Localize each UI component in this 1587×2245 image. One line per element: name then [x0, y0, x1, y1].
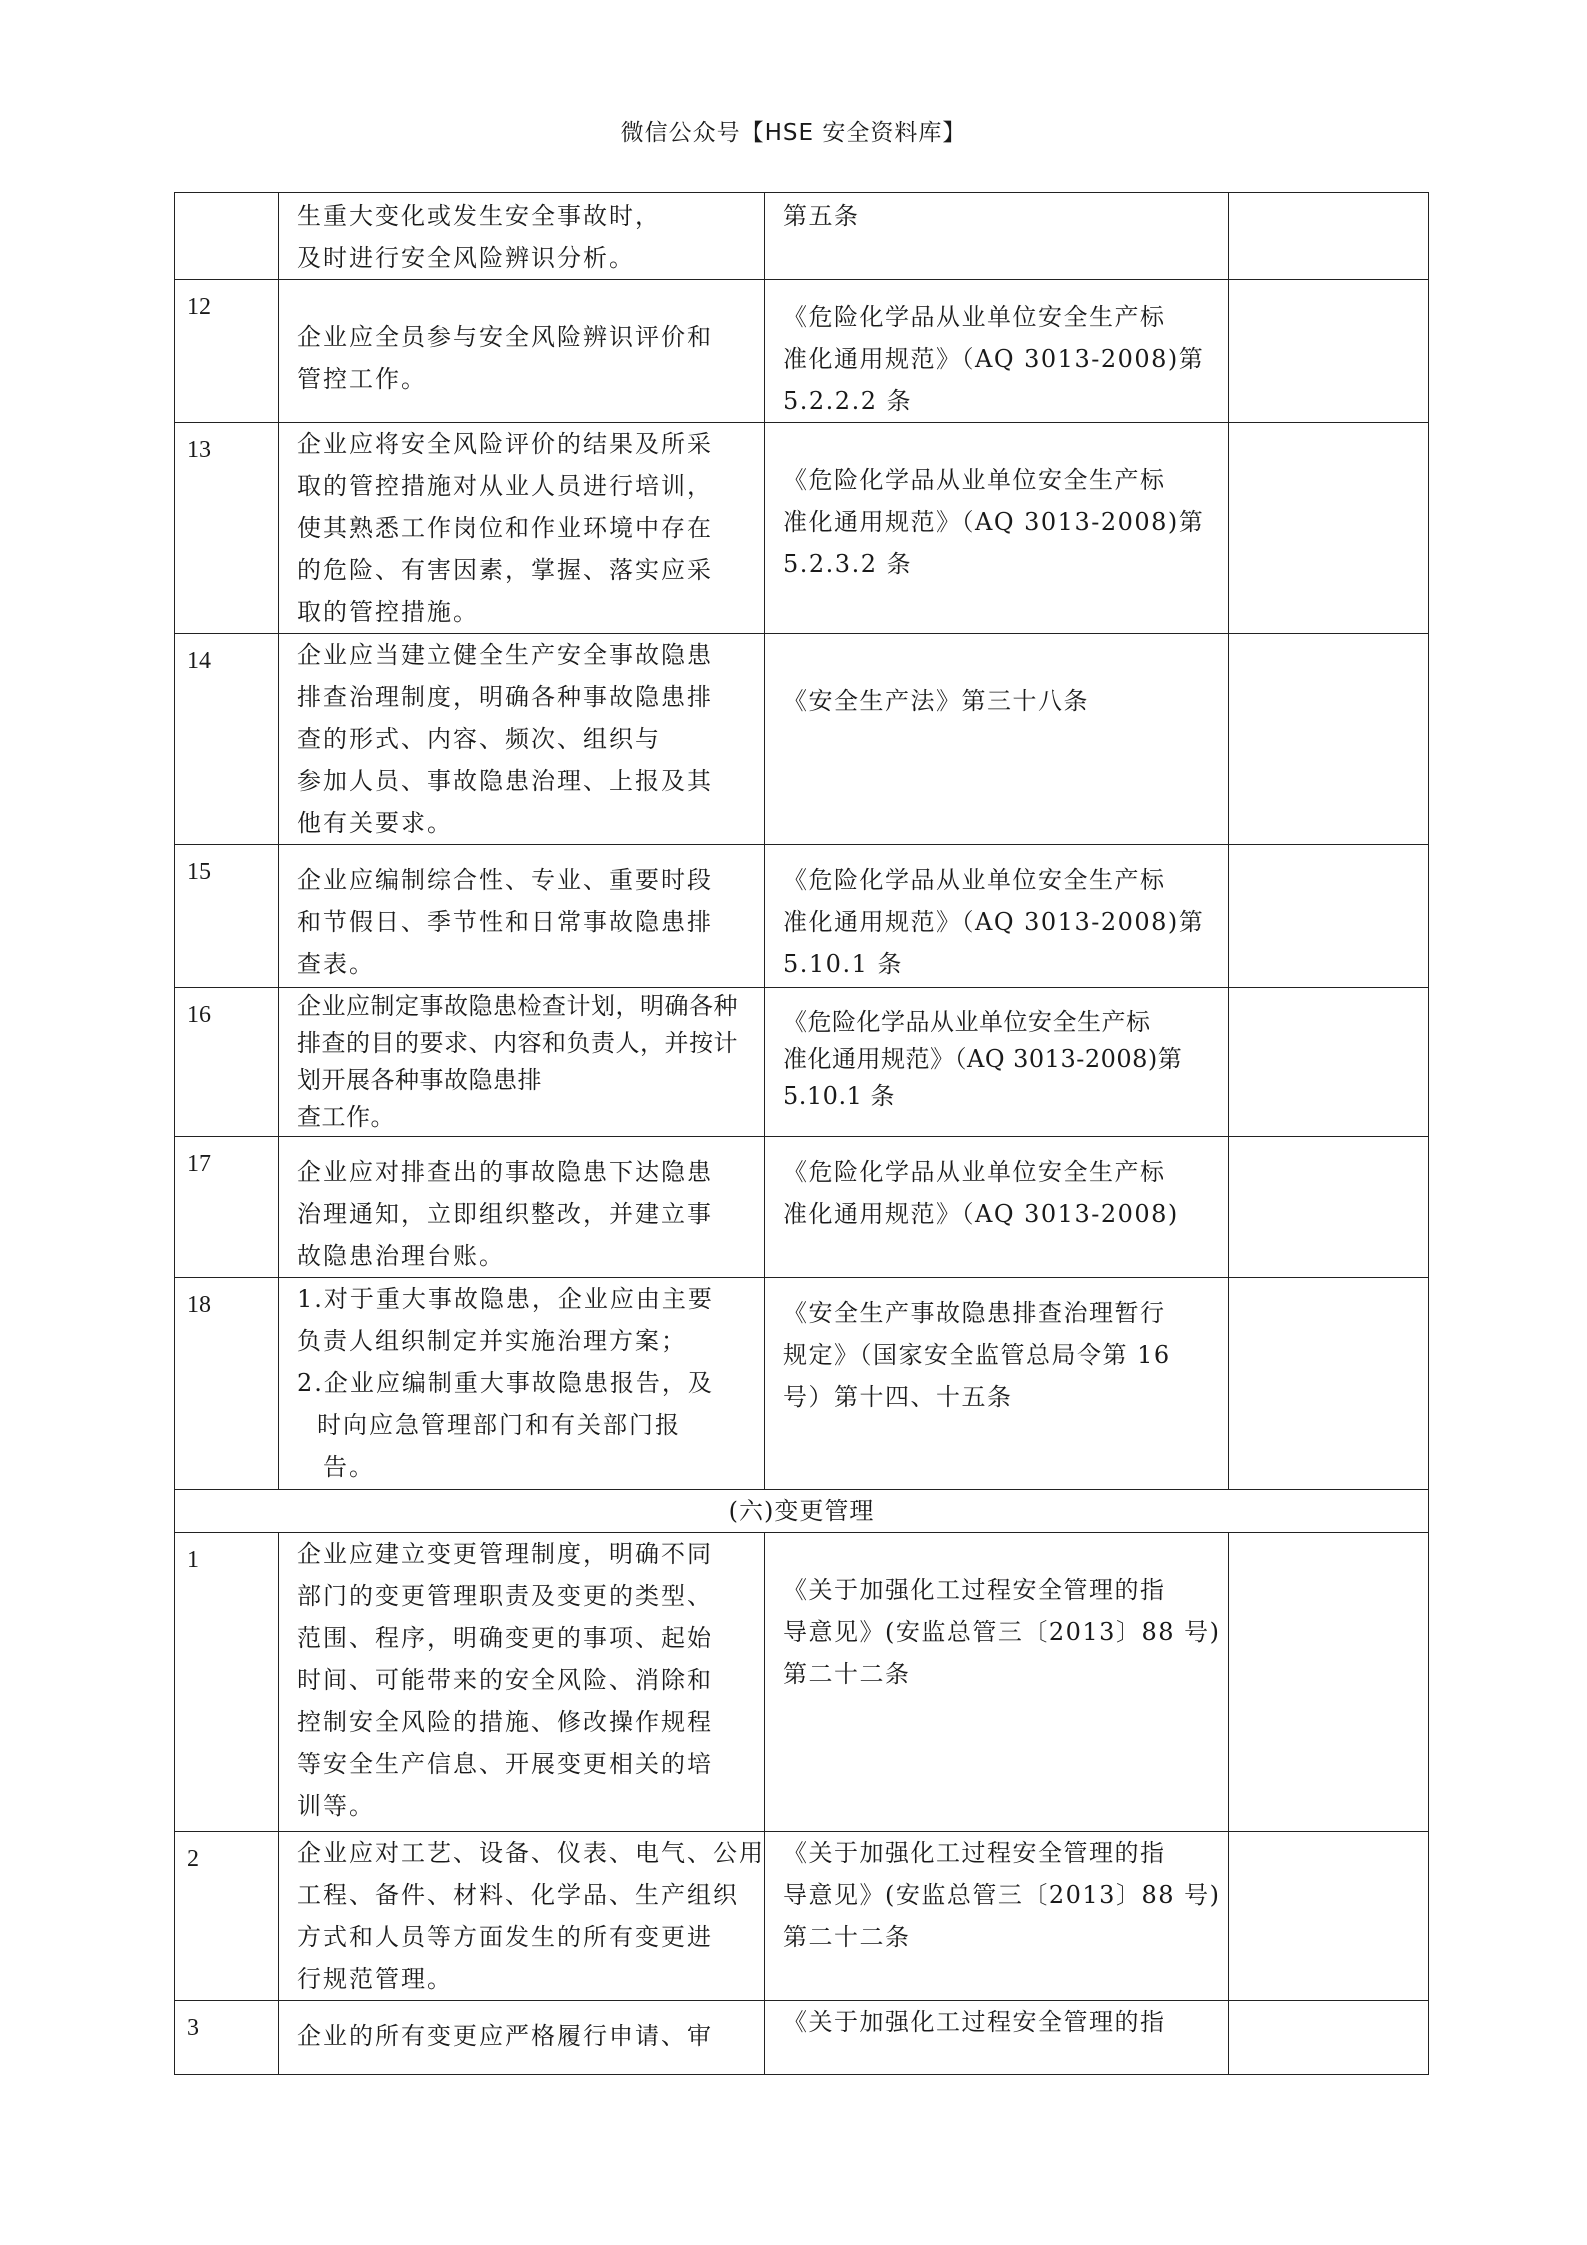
requirement-cell-line: 企业应编制综合性、专业、重要时段	[297, 866, 713, 894]
remarks-cell	[1229, 634, 1429, 845]
remarks-cell	[1229, 1832, 1429, 2001]
row-number: 15	[175, 845, 279, 988]
remarks-cell	[1229, 423, 1429, 634]
basis-cell-line: 《安全生产事故隐患排查治理暂行	[783, 1299, 1166, 1327]
section-row	[175, 1490, 1429, 1533]
requirement-cell	[279, 988, 765, 1137]
requirement-cell-line: 训等。	[297, 1792, 375, 1820]
basis-cell	[765, 845, 1229, 988]
requirement-cell-line: 他有关要求。	[297, 809, 453, 837]
basis-cell-line: 第二十二条	[783, 1923, 911, 1951]
requirement-cell-line: 生重大变化或发生安全事故时，	[297, 202, 661, 230]
table-row	[175, 280, 1429, 423]
regulation-table	[174, 192, 1429, 2075]
requirement-cell-line: 企业应对工艺、设备、仪表、电气、公用	[297, 1839, 765, 1867]
basis-cell-line: 《危险化学品从业单位安全生产标	[783, 303, 1166, 331]
section-title: (六)变更管理	[175, 1490, 1429, 1533]
requirement-cell-line: 的危险、有害因素，掌握、落实应采	[297, 556, 713, 584]
requirement-cell	[279, 423, 765, 634]
requirement-cell-line: 工程、备件、材料、化学品、生产组织	[297, 1881, 739, 1909]
basis-cell	[765, 193, 1229, 280]
basis-cell	[765, 1137, 1229, 1278]
requirement-cell-line: 及时进行安全风险辨识分析。	[297, 244, 635, 272]
basis-cell-line: 导意见》(安监总管三〔2013〕88 号)	[783, 1881, 1221, 1909]
requirement-cell-line: 故隐患治理台账。	[297, 1242, 505, 1270]
requirement-cell-line: 查的形式、内容、频次、组织与	[297, 725, 661, 753]
requirement-cell-line: 方式和人员等方面发生的所有变更进	[297, 1923, 713, 1951]
basis-cell-line: 第五条	[783, 202, 860, 230]
requirement-cell	[279, 634, 765, 845]
table-row	[175, 845, 1429, 988]
basis-cell	[765, 1533, 1229, 1832]
remarks-cell	[1229, 1533, 1429, 1832]
requirement-cell-line: 企业应当建立健全生产安全事故隐患	[297, 641, 713, 669]
requirement-cell-line: 排查的目的要求、内容和负责人，并按计	[297, 1029, 738, 1057]
requirement-cell-line: 告。	[323, 1453, 375, 1481]
basis-cell-line: 准化通用规范》（AQ 3013-2008)第	[783, 345, 1205, 373]
basis-cell	[765, 280, 1229, 423]
row-number	[175, 193, 279, 280]
table-row	[175, 988, 1429, 1137]
requirement-cell	[279, 845, 765, 988]
requirement-cell	[279, 1832, 765, 2001]
table-row	[175, 1832, 1429, 2001]
basis-cell-line: 第二十二条	[783, 1660, 911, 1688]
requirement-cell-line: 划开展各种事故隐患排	[297, 1066, 542, 1094]
basis-cell-line: 5.2.3.2 条	[783, 550, 913, 578]
basis-cell-line: 5.10.1 条	[783, 950, 903, 978]
row-number: 1	[175, 1533, 279, 1832]
requirement-cell-line: 查工作。	[297, 1103, 395, 1131]
basis-cell	[765, 2001, 1229, 2075]
requirement-cell-line: 企业应制定事故隐患检查计划，明确各种	[297, 992, 738, 1020]
requirement-cell-line: 负责人组织制定并实施治理方案；	[297, 1327, 687, 1355]
requirement-cell-line: 排查治理制度，明确各种事故隐患排	[297, 683, 713, 711]
basis-cell-line: 《关于加强化工过程安全管理的指	[783, 1576, 1166, 1604]
remarks-cell	[1229, 845, 1429, 988]
requirement-cell-line: 查表。	[297, 950, 375, 978]
basis-cell-line: 导意见》(安监总管三〔2013〕88 号)	[783, 1618, 1221, 1646]
requirement-cell-line: 时间、可能带来的安全风险、消除和	[297, 1666, 713, 1694]
requirement-cell	[279, 193, 765, 280]
requirement-cell-line: 时向应急管理部门和有关部门报	[317, 1411, 681, 1439]
basis-cell	[765, 634, 1229, 845]
requirement-cell-line: 企业应将安全风险评价的结果及所采	[297, 430, 713, 458]
requirement-cell-line: 企业应对排查出的事故隐患下达隐患	[297, 1158, 713, 1186]
requirement-cell-line: 和节假日、季节性和日常事故隐患排	[297, 908, 713, 936]
requirement-cell-line: 控制安全风险的措施、修改操作规程	[297, 1708, 713, 1736]
remarks-cell	[1229, 1137, 1429, 1278]
remarks-cell	[1229, 1278, 1429, 1490]
basis-cell-line: 5.2.2.2 条	[783, 387, 913, 415]
requirement-cell-line: 等安全生产信息、开展变更相关的培	[297, 1750, 713, 1778]
basis-cell-line: 规定》（国家安全监管总局令第 16	[783, 1341, 1171, 1369]
basis-cell	[765, 1278, 1229, 1490]
basis-cell-line: 准化通用规范》（AQ 3013-2008)	[783, 1200, 1179, 1228]
basis-cell-line: 《危险化学品从业单位安全生产标	[783, 1008, 1151, 1036]
row-number: 18	[175, 1278, 279, 1490]
basis-cell-line: 《关于加强化工过程安全管理的指	[783, 1839, 1166, 1867]
requirement-cell-line: 部门的变更管理职责及变更的类型、	[297, 1582, 713, 1610]
requirement-cell	[279, 1278, 765, 1490]
table-row	[175, 1278, 1429, 1490]
basis-cell-line: 《关于加强化工过程安全管理的指	[783, 2008, 1166, 2036]
requirement-cell-line: 取的管控措施对从业人员进行培训，	[297, 472, 713, 500]
table-row	[175, 634, 1429, 845]
row-number: 2	[175, 1832, 279, 2001]
table-row	[175, 1137, 1429, 1278]
requirement-cell-line: 1.对于重大事故隐患，企业应由主要	[297, 1285, 714, 1313]
requirement-cell-line: 行规范管理。	[297, 1965, 453, 1993]
basis-cell-line: 《危险化学品从业单位安全生产标	[783, 1158, 1166, 1186]
requirement-cell-line: 范围、程序，明确变更的事项、起始	[297, 1624, 713, 1652]
table-row	[175, 2001, 1429, 2075]
basis-cell-line: 《安全生产法》第三十八条	[783, 687, 1089, 715]
basis-cell-line: 号）第十四、十五条	[783, 1383, 1013, 1411]
requirement-cell	[279, 280, 765, 423]
requirement-cell-line: 管控工作。	[297, 365, 427, 393]
remarks-cell	[1229, 988, 1429, 1137]
basis-cell	[765, 1832, 1229, 2001]
basis-cell-line: 准化通用规范》（AQ 3013-2008)第	[783, 508, 1205, 536]
requirement-cell-line: 取的管控措施。	[297, 598, 479, 626]
basis-cell-line: 《危险化学品从业单位安全生产标	[783, 866, 1166, 894]
basis-cell-line: 准化通用规范》（AQ 3013-2008)第	[783, 908, 1205, 936]
row-number: 14	[175, 634, 279, 845]
remarks-cell	[1229, 193, 1429, 280]
requirement-cell	[279, 1533, 765, 1832]
requirement-cell-line: 企业应全员参与安全风险辨识评价和	[297, 323, 713, 351]
row-number: 13	[175, 423, 279, 634]
basis-cell	[765, 423, 1229, 634]
page-header: 微信公众号【HSE 安全资料库】	[620, 120, 967, 146]
requirement-cell	[279, 2001, 765, 2075]
row-number: 17	[175, 1137, 279, 1278]
remarks-cell	[1229, 2001, 1429, 2075]
basis-cell-line: 《危险化学品从业单位安全生产标	[783, 466, 1166, 494]
row-number: 3	[175, 2001, 279, 2075]
row-number: 12	[175, 280, 279, 423]
requirement-cell-line: 企业的所有变更应严格履行申请、审	[297, 2022, 713, 2050]
basis-cell-line: 准化通用规范》（AQ 3013-2008)第	[783, 1045, 1183, 1073]
table-row	[175, 193, 1429, 280]
table-row	[175, 423, 1429, 634]
basis-cell-line: 5.10.1 条	[783, 1082, 895, 1110]
table-row	[175, 1533, 1429, 1832]
requirement-cell-line: 2.企业应编制重大事故隐患报告，及	[297, 1369, 714, 1397]
requirement-cell-line: 企业应建立变更管理制度，明确不同	[297, 1540, 713, 1568]
requirement-cell-line: 参加人员、事故隐患治理、上报及其	[297, 767, 713, 795]
basis-cell	[765, 988, 1229, 1137]
requirement-cell	[279, 1137, 765, 1278]
row-number: 16	[175, 988, 279, 1137]
requirement-cell-line: 治理通知，立即组织整改，并建立事	[297, 1200, 713, 1228]
requirement-cell-line: 使其熟悉工作岗位和作业环境中存在	[297, 514, 713, 542]
remarks-cell	[1229, 280, 1429, 423]
